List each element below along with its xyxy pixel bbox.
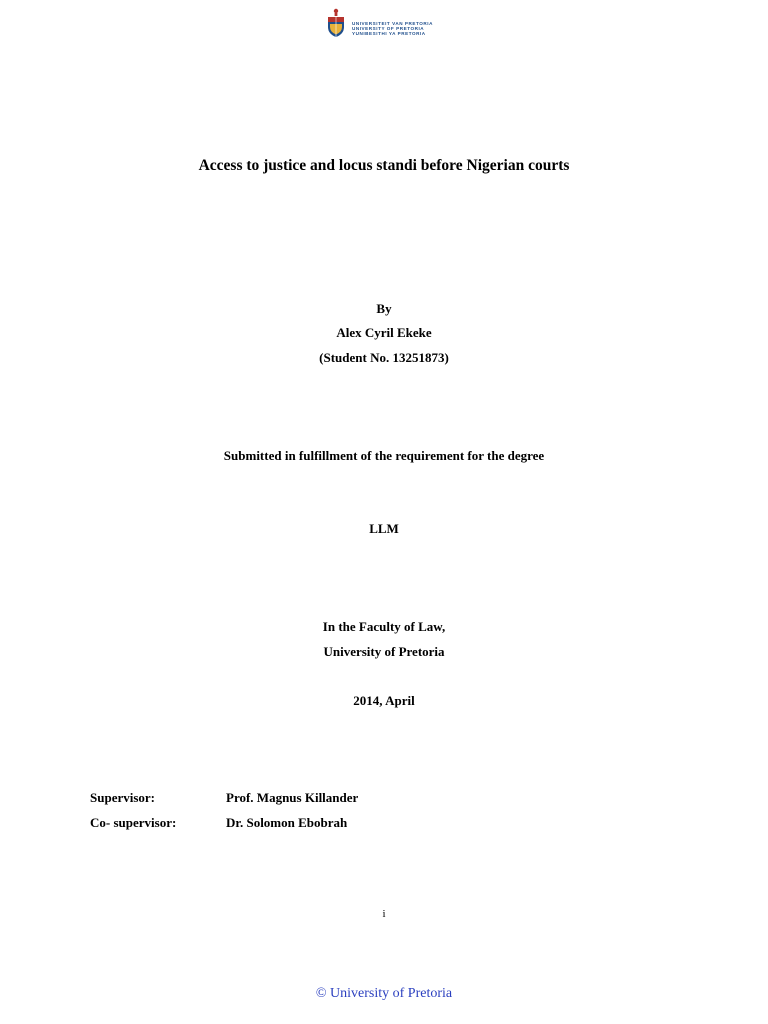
submission-statement: Submitted in fulfillment of the requirement for the degree [223, 448, 545, 463]
university-crest-icon [326, 8, 346, 38]
co-supervisor-label: Co- supervisor: [90, 815, 177, 830]
author-name: Alex Cyril Ekeke [336, 325, 432, 340]
university-logo [326, 8, 444, 40]
page-number: i [382, 908, 386, 920]
co-supervisor-name: Dr. Solomon Ebobrah [226, 815, 348, 830]
logo-text-afrikaans: UNIVERSITEIT VAN PRETORIA [352, 21, 433, 26]
supervisor-name: Prof. Magnus Killander [226, 790, 359, 805]
supervisor-label: Supervisor: [90, 790, 155, 805]
faculty: In the Faculty of Law, [322, 619, 446, 634]
degree: LLM [369, 521, 399, 536]
logo-text-sepedi: YUNIBESITHI YA PRETORIA [352, 31, 426, 37]
student-number: (Student No. 13251873) [319, 350, 449, 365]
by-label: By [376, 301, 392, 316]
copyright-footer: © University of Pretoria [315, 986, 453, 1001]
university-name: University of Pretoria [323, 644, 445, 659]
logo-text-english: UNIVERSITY OF PRETORIA [352, 26, 425, 32]
thesis-title: Access to justice and locus standi before Nigerian courts [198, 157, 570, 174]
submission-date: 2014, April [353, 693, 415, 708]
